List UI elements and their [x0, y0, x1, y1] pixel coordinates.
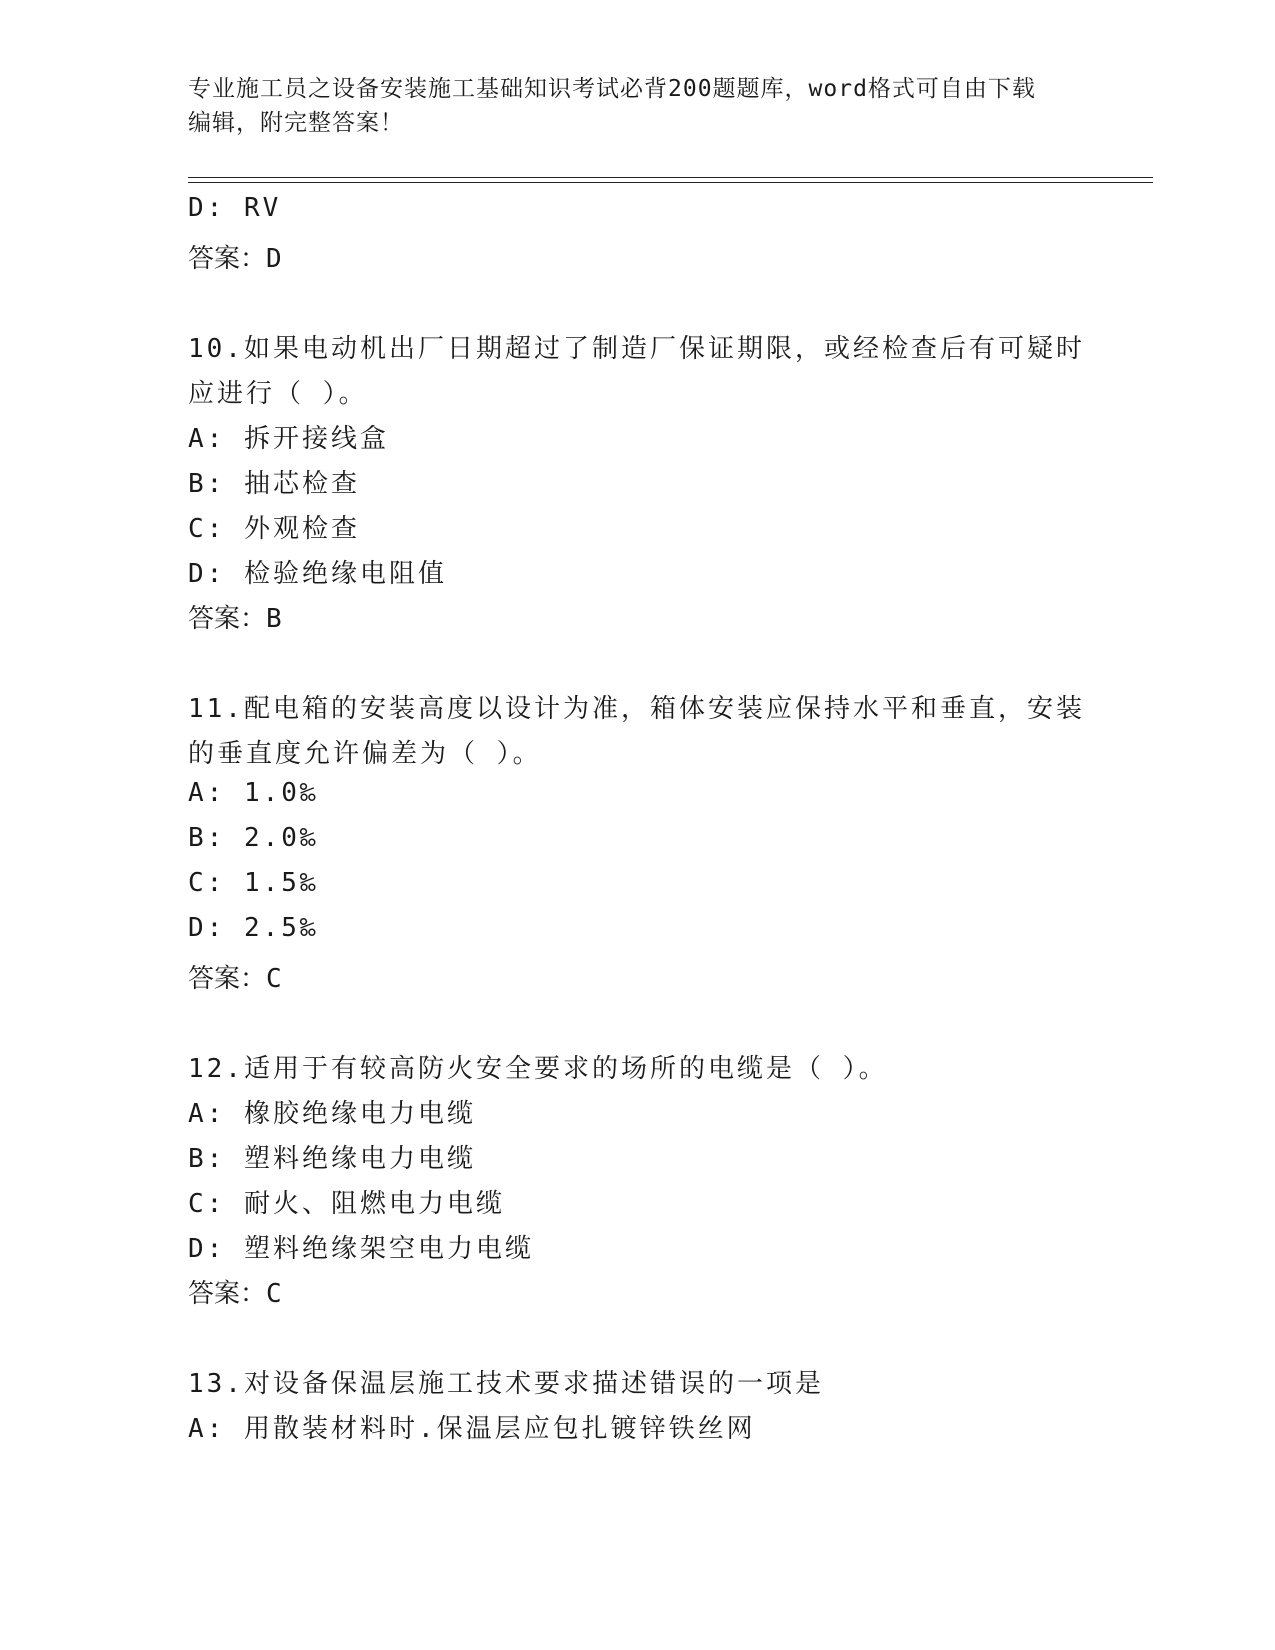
answer-label: 答案：: [188, 604, 267, 634]
q9-option-d: D: RV: [188, 193, 282, 223]
header-divider-top: [188, 177, 1153, 178]
q11-stem-line-1: 11.配电箱的安装高度以设计为准，箱体安装应保持水平和垂直，安装: [188, 694, 1085, 724]
header-divider-bottom: [188, 182, 1153, 183]
q11-option-c: C: 1.5‰: [188, 868, 319, 898]
q12-option-c: C: 耐火、阻燃电力电缆: [188, 1189, 505, 1219]
q10-option-b: B: 抽芯检查: [188, 469, 360, 499]
answer-value: C: [266, 964, 282, 994]
answer-label: 答案：: [188, 244, 267, 274]
q10-stem-line-2: 应进行（ ）。: [188, 379, 368, 409]
answer-label: 答案：: [188, 964, 267, 994]
answer-label: 答案：: [188, 1279, 267, 1309]
q11-answer: [188, 958, 282, 995]
header-line-2: 编辑，附完整答案！: [188, 110, 404, 136]
q12-answer: [188, 1273, 282, 1310]
header-line-1: 专业施工员之设备安装施工基础知识考试必背200题题库，word格式可自由下载: [188, 76, 1036, 102]
q13-option-a: A: 用散装材料时.保温层应包扎镀锌铁丝网: [188, 1414, 756, 1444]
q12-option-a: A: 橡胶绝缘电力电缆: [188, 1099, 476, 1129]
answer-value: D: [266, 244, 282, 274]
q12-stem-line-1: 12.适用于有较高防火安全要求的场所的电缆是（ ）。: [188, 1054, 888, 1084]
q9-answer: [188, 238, 282, 275]
answer-value: C: [266, 1279, 282, 1309]
q10-stem-line-1: 10.如果电动机出厂日期超过了制造厂保证期限，或经检查后有可疑时: [188, 334, 1085, 364]
q10-option-d: D: 检验绝缘电阻值: [188, 559, 447, 589]
q11-option-d: D: 2.5‰: [188, 913, 319, 943]
q12-option-d: D: 塑料绝缘架空电力电缆: [188, 1234, 534, 1264]
q10-option-c: C: 外观检查: [188, 514, 360, 544]
q11-stem-line-2: 的垂直度允许偏差为（ ）。: [188, 739, 542, 769]
q13-stem-line-1: 13.对设备保温层施工技术要求描述错误的一项是: [188, 1369, 824, 1399]
q11-option-b: B: 2.0‰: [188, 823, 319, 853]
answer-value: B: [266, 604, 282, 634]
q11-option-a: A: 1.0‰: [188, 778, 319, 808]
q12-option-b: B: 塑料绝缘电力电缆: [188, 1144, 476, 1174]
q10-option-a: A: 拆开接线盒: [188, 424, 389, 454]
q10-answer: [188, 598, 282, 635]
document-header: [188, 72, 1088, 140]
